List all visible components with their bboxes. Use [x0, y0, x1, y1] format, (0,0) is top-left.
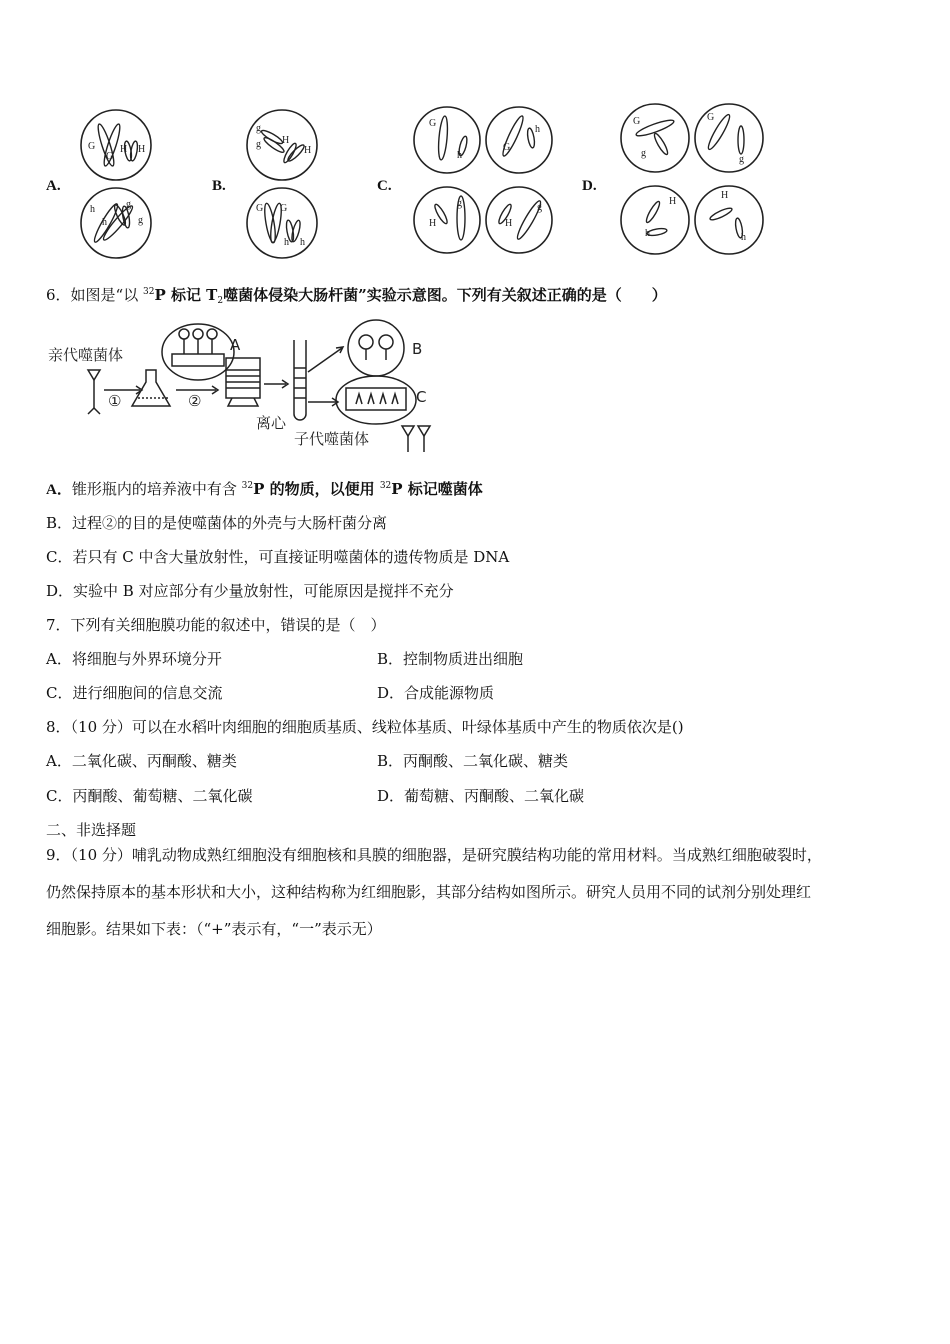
label-b: B: [412, 340, 423, 358]
label-c: C: [416, 388, 427, 406]
gene-label: g: [537, 202, 542, 213]
step-1-label: ①: [108, 392, 122, 410]
section-heading: 二、非选择题: [46, 821, 137, 839]
gene-label: H: [429, 218, 437, 229]
offspring-phage-label: 子代噬菌体: [294, 430, 370, 448]
gene-label: g: [256, 123, 261, 134]
q5-option-a-label[interactable]: A.: [46, 178, 61, 194]
q6-option-a[interactable]: A．锥形瓶内的培养液中有含 $^{32}$P 的物质，以便用 $^{32}$P 标记噬菌体: [46, 480, 483, 498]
gene-label: H: [120, 144, 128, 155]
gene-label: h: [645, 228, 650, 239]
gene-label: H: [669, 196, 677, 207]
q8-option-c[interactable]: C．丙酮酸、葡萄糖、二氧化碳: [46, 787, 253, 805]
q8-stem: 8．（10 分）可以在水稻叶肉细胞的细胞质基质、线粒体基质、叶绿体基质中产生的物质依次是(): [46, 718, 684, 736]
gene-label: h: [535, 124, 540, 135]
q7-option-a[interactable]: A．将细胞与外界环境分开: [46, 650, 222, 668]
q6-option-b[interactable]: B．过程②的目的是使噬菌体的外壳与大肠杆菌分离: [46, 514, 388, 532]
gene-label: h: [284, 237, 289, 248]
gene-label: H: [282, 135, 290, 146]
gene-label: g: [457, 198, 462, 209]
diagram-drawing: [46, 318, 446, 458]
gene-label: G: [633, 116, 641, 127]
q7-option-d[interactable]: D．合成能源物质: [377, 684, 495, 702]
gene-label: H: [138, 144, 146, 155]
centrifuge-label: 离心: [256, 414, 287, 432]
gene-label: G: [503, 142, 511, 153]
gene-label: H: [721, 190, 729, 201]
parent-phage-label: 亲代噬菌体: [48, 346, 124, 364]
q8-option-a[interactable]: A．二氧化碳、丙酮酸、糖类: [46, 752, 237, 770]
gene-label: G: [106, 151, 114, 162]
q9-line-1: 9．（10 分）哺乳动物成熟红细胞没有细胞核和具膜的细胞器，是研究膜结构功能的常用材料。当成熟红细胞破裂时，: [46, 846, 822, 864]
q6-option-d[interactable]: D．实验中 B 对应部分有少量放射性，可能原因是搅拌不充分: [46, 582, 454, 600]
q5-option-a-cells: [76, 107, 156, 259]
gene-label: H: [505, 218, 513, 229]
q7-option-c[interactable]: C．进行细胞间的信息交流: [46, 684, 223, 702]
q5-option-d-cells: [617, 100, 767, 260]
q6-experiment-diagram: [46, 318, 446, 458]
gene-label: G: [256, 203, 264, 214]
gene-label: g: [138, 215, 143, 226]
q7-option-b[interactable]: B．控制物质进出细胞: [377, 650, 524, 668]
q7-stem: 7．下列有关细胞膜功能的叙述中，错误的是（ ）: [46, 616, 386, 634]
gene-label: H: [304, 145, 312, 156]
gene-label: g: [641, 148, 646, 159]
q8-option-d[interactable]: D．葡萄糖、丙酮酸、二氧化碳: [377, 787, 585, 805]
q9-line-2: 仍然保持原本的基本形状和大小，这种结构称为红细胞影，其部分结构如图所示。研究人员用不同的试剂分别处理红: [46, 883, 812, 901]
q5-option-c-label[interactable]: C.: [377, 178, 392, 194]
q5-option-b-label[interactable]: B.: [212, 178, 226, 194]
q8-option-b[interactable]: B．丙酮酸、二氧化碳、糖类: [377, 752, 569, 770]
gene-label: g: [739, 154, 744, 165]
q9-line-3: 细胞影。结果如下表：（“+”表示有，“一”表示无）: [46, 920, 382, 938]
label-a: A: [230, 336, 241, 354]
q5-option-c-cells: [409, 102, 559, 260]
gene-label: G: [707, 112, 715, 123]
gene-label: g: [256, 139, 261, 150]
gene-label: g: [126, 199, 131, 210]
q5-option-b-cells: [242, 107, 322, 259]
gene-label: G: [88, 141, 96, 152]
gene-label: h: [741, 232, 746, 243]
gene-label: G: [429, 118, 437, 129]
gene-label: h: [102, 217, 107, 228]
gene-label: h: [300, 237, 305, 248]
step-2-label: ②: [188, 392, 202, 410]
q6-stem: 6．如图是“以 $^{32}$P 标记 $T_2$噬菌体侵染大肠杆菌”实验示意图。下列有关叙述正确的是（ ）: [46, 286, 667, 306]
gene-label: h: [457, 150, 462, 161]
gene-label: G: [280, 203, 288, 214]
gene-label: h: [90, 204, 95, 215]
q6-option-c[interactable]: C．若只有 C 中含大量放射性，可直接证明噬菌体的遗传物质是 DNA: [46, 548, 510, 566]
q5-option-d-label[interactable]: D.: [582, 178, 597, 194]
